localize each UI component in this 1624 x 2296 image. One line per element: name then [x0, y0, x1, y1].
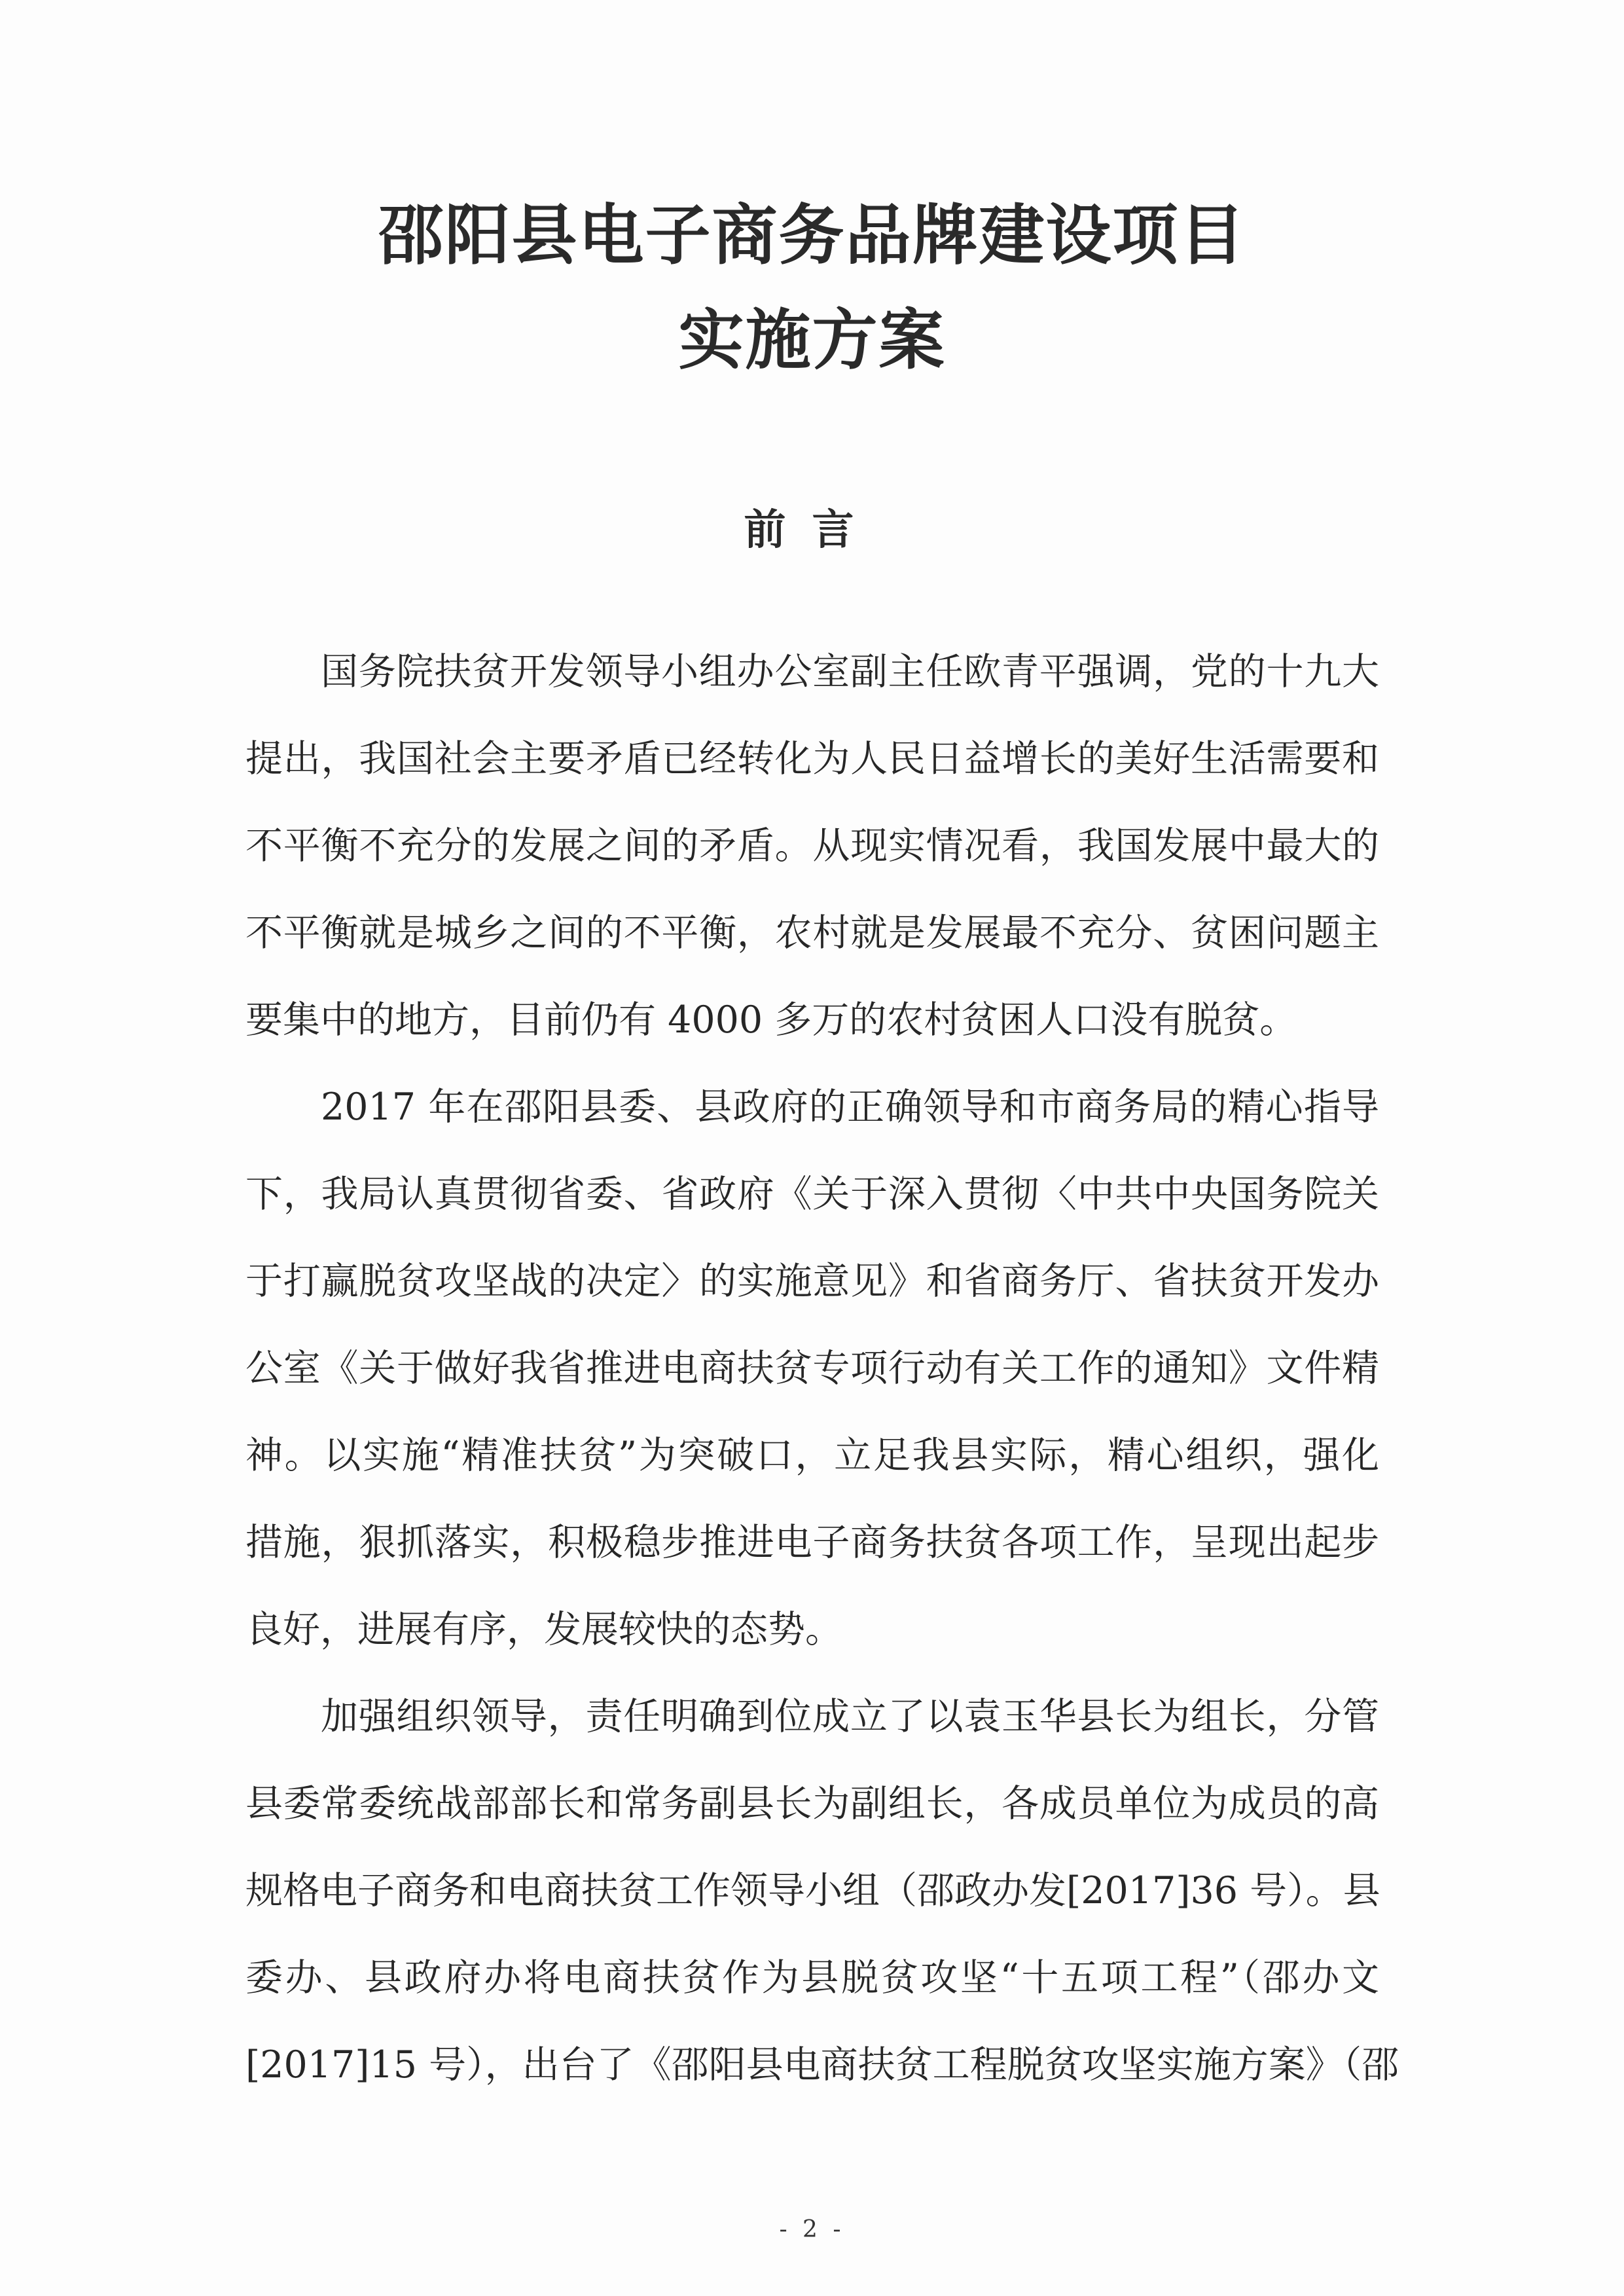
- paragraph-1-line-1: 国务院扶贫开发领导小组办公室副主任欧青平强调，党的十九大: [321, 650, 1379, 693]
- paragraph-2-line-6: 措施，狠抓落实，积极稳步推进电子商务扶贫各项工作，呈现出起步: [245, 1521, 1379, 1564]
- paragraph-2-line-2: 下，我局认真贯彻省委、省政府《关于深入贯彻〈中共中央国务院关: [245, 1173, 1379, 1216]
- paragraph-2-line-3: 于打赢脱贫攻坚战的决定〉的实施意见》和省商务厅、省扶贫开发办: [245, 1260, 1379, 1303]
- document-title: 邵阳县电子商务品牌建设项目: [378, 197, 1246, 274]
- paragraph-2-line-1: 2017 年在邵阳县委、县政府的正确领导和市商务局的精心指导: [321, 1085, 1379, 1129]
- paragraph-3-line-3: 规格电子商务和电商扶贫工作领导小组（邵政办发[2017]36 号）。县: [245, 1869, 1380, 1912]
- paragraph-2-line-5: 神。以实施“精准扶贫”为突破口，立足我县实际，精心组织，强化: [245, 1434, 1379, 1477]
- paragraph-3-line-2: 县委常委统战部部长和常务副县长为副组长，各成员单位为成员的高: [245, 1782, 1379, 1825]
- paragraph-3-line-5: [2017]15 号），出台了《邵阳县电商扶贫工程脱贫攻坚实施方案》（邵: [245, 2043, 1399, 2086]
- paragraph-3-line-1: 加强组织领导，责任明确到位成立了以袁玉华县长为组长，分管: [321, 1695, 1379, 1738]
- document-subtitle: 实施方案: [678, 302, 946, 378]
- paragraph-1-line-3: 不平衡不充分的发展之间的矛盾。从现实情况看，我国发展中最大的: [245, 824, 1379, 867]
- paragraph-1-line-2: 提出，我国社会主要矛盾已经转化为人民日益增长的美好生活需要和: [245, 737, 1379, 780]
- page-number: - 2 -: [779, 2216, 845, 2243]
- paragraph-3-line-4: 委办、县政府办将电商扶贫作为县脱贫攻坚“十五项工程”（邵办文: [245, 1956, 1379, 1999]
- section-heading-preface: 前言: [744, 505, 880, 555]
- paragraph-1-line-4: 不平衡就是城乡之间的不平衡，农村就是发展最不充分、贫困问题主: [245, 911, 1379, 955]
- paragraph-2-line-4: 公室《关于做好我省推进电商扶贫专项行动有关工作的通知》文件精: [245, 1347, 1379, 1390]
- paragraph-1-line-5: 要集中的地方，目前仍有 4000 多万的农村贫困人口没有脱贫。: [245, 998, 1297, 1042]
- paragraph-2-line-7: 良好，进展有序，发展较快的态势。: [245, 1608, 842, 1651]
